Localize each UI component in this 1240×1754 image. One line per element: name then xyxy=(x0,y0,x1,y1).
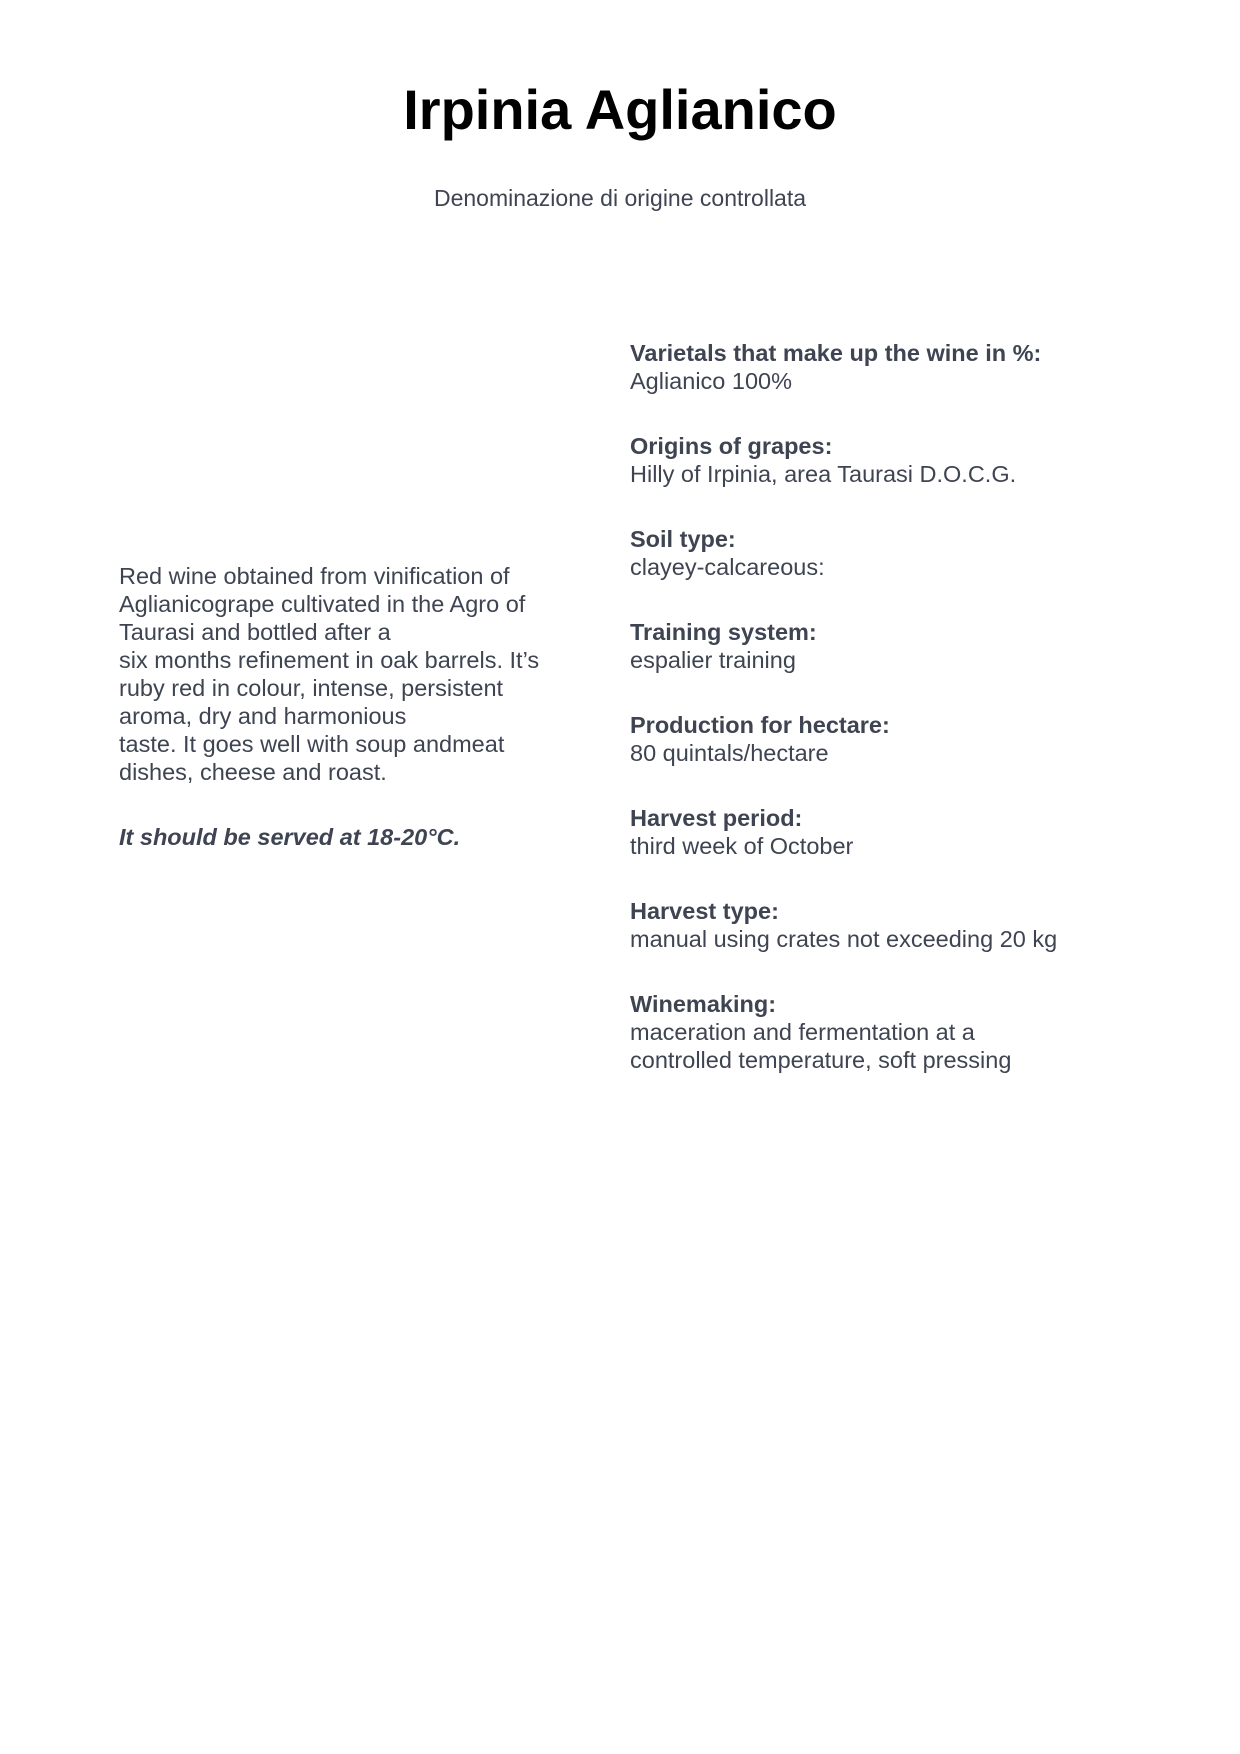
description-line: Red wine obtained from vinification of xyxy=(119,563,510,589)
spec-soil-type xyxy=(630,525,1190,581)
spec-label: Training system: xyxy=(630,619,817,645)
description-line: aroma, dry and harmonious xyxy=(119,703,407,729)
spec-label: Winemaking: xyxy=(630,991,777,1017)
spec-value: Hilly of Irpinia, area Taurasi D.O.C.G. xyxy=(630,461,1017,487)
spec-label: Production for hectare: xyxy=(630,712,890,738)
spec-value: clayey-calcareous: xyxy=(630,554,825,580)
spec-origins xyxy=(630,432,1190,488)
page-title: Irpinia Aglianico xyxy=(403,78,837,141)
page-subtitle: Denominazione di origine controllata xyxy=(433,185,807,211)
spec-label: Varietals that make up the wine in %: xyxy=(630,340,1042,366)
spec-harvest-period xyxy=(630,804,1190,860)
description-line: ruby red in colour, intense, persistent xyxy=(119,675,504,701)
wine-description xyxy=(119,562,589,851)
spec-value: controlled temperature, soft pressing xyxy=(630,1047,1012,1073)
spec-value: manual using crates not exceeding 20 kg xyxy=(630,926,1058,952)
spec-label: Harvest period: xyxy=(630,805,803,831)
serving-temperature: It should be served at 18-20°C. xyxy=(119,824,461,850)
spec-label: Soil type: xyxy=(630,526,736,552)
description-line: Taurasi and bottled after a xyxy=(119,619,391,645)
description-line: six months refinement in oak barrels. It’s xyxy=(119,647,540,673)
spec-value: maceration and fermentation at a xyxy=(630,1019,975,1045)
spec-varietals xyxy=(630,339,1190,395)
spec-label: Origins of grapes: xyxy=(630,433,833,459)
spec-value: 80 quintals/hectare xyxy=(630,740,829,766)
description-line: taste. It goes well with soup andmeat xyxy=(119,731,505,757)
spec-harvest-type xyxy=(630,897,1190,953)
technical-specs xyxy=(630,339,1190,1111)
spec-winemaking xyxy=(630,990,1190,1074)
spec-value: Aglianico 100% xyxy=(630,368,792,394)
spec-training-system xyxy=(630,618,1190,674)
spec-value: espalier training xyxy=(630,647,796,673)
spec-production xyxy=(630,711,1190,767)
spec-value: third week of October xyxy=(630,833,854,859)
spec-label: Harvest type: xyxy=(630,898,779,924)
description-line: Aglianicogrape cultivated in the Agro of xyxy=(119,591,526,617)
description-line: dishes, cheese and roast. xyxy=(119,759,387,785)
